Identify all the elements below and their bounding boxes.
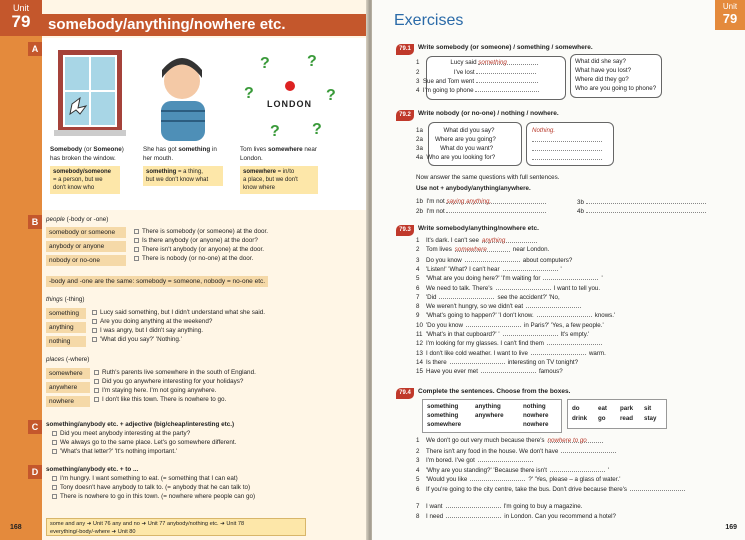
ex2-now-instruction: Now answer the same questions with full sentences. xyxy=(416,174,560,181)
section-label-b: B xyxy=(0,213,42,237)
example-c-2: We always go to the same place. Let's go somewhere different. xyxy=(52,439,236,447)
exercise-line: 1 We don't go out very much because there's nowhere to go xyxy=(416,437,606,445)
crossref-line-1[interactable]: some and any ➜ Unit 76 any and no ➜ Unit 77 anybody/nothing etc. ➜ Unit 78 xyxy=(50,521,245,527)
exercise-badge-79-2: 79.2 xyxy=(396,110,414,121)
example-places-2: Did you go anywhere interesting for your holidays? xyxy=(94,378,243,386)
caption-somewhere-2: London. xyxy=(240,155,263,162)
section-c xyxy=(42,418,368,462)
example-things-3: I was angry, but I didn't say anything. xyxy=(92,327,203,335)
heading-people: people (-body or -one) xyxy=(46,216,109,223)
example-people-4: There is nobody (or no-one) at the door. xyxy=(134,255,253,263)
answer-blank[interactable] xyxy=(470,475,525,481)
answer-blank[interactable] xyxy=(526,302,581,308)
heading-c: something/anybody etc. + adjective (big/cheap/interesting etc.) xyxy=(46,421,235,428)
exercise-line: 9 'What's going to happen?' 'I don't know. knows.' xyxy=(416,312,616,320)
exercises-title: Exercises xyxy=(394,12,464,29)
box-somebody: somebody/someone = a person, but we don't know who xyxy=(50,166,120,194)
same-note: -body and -one are the same: somebody = someone, nobody = no-one etc. xyxy=(46,276,268,287)
caption-something-2: her mouth. xyxy=(143,155,174,162)
exercise-line: 2 There isn't any food in the house. We don't have xyxy=(416,447,619,456)
example-people-2: Is there anybody (or anyone) at the door? xyxy=(134,237,258,245)
tag-anywhere: anywhere xyxy=(46,382,90,393)
answer-blank[interactable] xyxy=(537,311,592,317)
answer-blank[interactable]: anything xyxy=(482,237,537,243)
answer-blank[interactable] xyxy=(439,293,494,299)
exercise-line: 3 I'm bored. I've got xyxy=(416,456,536,465)
ex1-q-2: What have you lost? xyxy=(575,67,632,74)
exercise-79-1-heading: Write somebody (or someone) / something / somewhere. xyxy=(418,44,593,51)
london-question-illustration xyxy=(242,48,342,143)
ex2-b-3: 3b xyxy=(577,198,706,207)
svg-text:?: ? xyxy=(270,123,280,140)
exercise-79-2-heading: Write nobody (or no-one) / nothing / nowhere. xyxy=(418,110,559,117)
cross-references xyxy=(46,518,306,536)
example-d-3: There is nowhere to go in this town. (= nowhere where people can go) xyxy=(52,493,255,501)
answer-blank[interactable] xyxy=(446,502,501,508)
unit-box xyxy=(0,0,42,36)
section-label-a: A xyxy=(0,40,42,64)
example-things-1: Lucy said something, but I didn't understand what she said. xyxy=(92,309,265,317)
unit-number: 79 xyxy=(11,12,31,31)
answer-blank[interactable] xyxy=(503,330,558,336)
exercise-line: 4 'Why are you standing?' 'Because there isn't ' xyxy=(416,466,610,474)
example-c-1: Did you meet anybody interesting at the party? xyxy=(52,430,190,438)
heading-d: something/anybody etc. + to ... xyxy=(46,466,139,473)
section-d xyxy=(42,463,368,513)
answer-blank[interactable] xyxy=(561,447,616,453)
page-number-right: 169 xyxy=(725,524,737,531)
answer-blank[interactable] xyxy=(465,256,520,262)
exercise-line: 6 We need to talk. There's I want to tell you. xyxy=(416,284,601,292)
example-places-3: I'm staying here. I'm not going anywhere. xyxy=(94,387,216,395)
tag-nowhere: nowhere xyxy=(46,396,90,407)
exercise-line: 10 'Do you know in Paris?' 'Yes, a few people.' xyxy=(416,321,604,329)
svg-text:?: ? xyxy=(307,53,317,70)
answer-blank[interactable] xyxy=(547,339,602,345)
caption-somebody: Somebody (or Someone) xyxy=(50,146,124,153)
ex2-use-instruction: Use not + anybody/anything/anywhere. xyxy=(416,185,531,192)
london-sign: LONDON xyxy=(267,99,312,109)
ex2-q-2: 2a Where are you going? xyxy=(416,136,496,143)
left-page xyxy=(0,0,368,540)
ex2-b-4: 4b xyxy=(577,207,706,216)
ex1-q-1: What did she say? xyxy=(575,58,626,65)
right-page xyxy=(372,0,745,540)
ex1-q-3: Where did they go? xyxy=(575,76,629,83)
section-b xyxy=(42,212,368,416)
ex2-answer-3[interactable] xyxy=(532,145,602,151)
exercise-line: 11 'What's in that cupboard?' ' It's empty.' xyxy=(416,331,590,338)
answer-blank[interactable] xyxy=(550,466,605,472)
ex1-q-4: Who are you going to phone? xyxy=(575,85,657,92)
exercise-line: 8 I need in London. Can you recommend a hotel? xyxy=(416,512,616,520)
ex2-q-1: 1a What did you say? xyxy=(416,127,495,134)
example-d-1: I'm hungry. I want something to eat. (= something that I can eat) xyxy=(52,475,238,483)
section-label-c: C xyxy=(0,418,42,442)
exercise-line: 3 Do you know about computers? xyxy=(416,256,573,264)
svg-text:?: ? xyxy=(312,121,322,138)
answer-blank[interactable] xyxy=(630,485,685,491)
ex1-line-2: 2 I've lost xyxy=(416,68,536,77)
ex2-b-2: 2b I'm not xyxy=(416,207,546,216)
svg-text:?: ? xyxy=(244,85,254,102)
girl-illustration xyxy=(147,46,222,146)
unit-label: Unit xyxy=(12,3,29,13)
svg-text:?: ? xyxy=(326,87,336,104)
exercise-line: 5 'What are you doing here?' 'I'm waiting for ' xyxy=(416,275,603,283)
exercise-line: 7 I want I'm going to buy a magazine. xyxy=(416,503,583,510)
box-somewhere: somewhere = in/to a place, but we don't know where xyxy=(240,166,318,194)
answer-blank[interactable] xyxy=(531,349,586,355)
ex2-answer-4[interactable] xyxy=(532,154,602,160)
section-label-d: D xyxy=(0,463,42,487)
page-number-left: 168 xyxy=(10,524,22,531)
broken-window-illustration xyxy=(50,46,130,146)
exercise-badge-79-3: 79.3 xyxy=(396,225,414,236)
example-things-2: Are you doing anything at the weekend? xyxy=(92,318,212,326)
svg-text:?: ? xyxy=(260,55,270,72)
exercise-line: 1 It's dark. I can't see anything xyxy=(416,237,540,245)
exercise-line: 14 Is there interesting on TV tonight? xyxy=(416,358,579,366)
crossref-line-2[interactable]: everything/-body/-where ➜ Unit 80 xyxy=(50,529,136,535)
exercise-79-4-heading: Complete the sentences. Choose from the boxes. xyxy=(418,388,571,395)
answer-blank[interactable] xyxy=(543,274,598,280)
answer-blank[interactable] xyxy=(503,265,558,271)
answer-blank[interactable] xyxy=(478,456,533,462)
exercise-badge-79-4: 79.4 xyxy=(396,388,414,399)
ex1-line-4: 4 I'm going to phone xyxy=(416,86,539,95)
tag-somewhere: somewhere xyxy=(46,368,90,379)
exercise-line: 5 'Would you like ?' 'Yes, please – a glass of water.' xyxy=(416,476,621,483)
heading-things: things (-thing) xyxy=(46,296,85,303)
heading-places: places (-where) xyxy=(46,356,90,363)
exercise-line: 8 We weren't hungry, so we didn't eat xyxy=(416,302,584,311)
example-places-1: Ruth's parents live somewhere in the south of England. xyxy=(94,369,256,377)
example-places-4: I don't like this town. There is nowhere to go. xyxy=(94,396,226,404)
ex2-b-1: 1b I'm not saying anything. xyxy=(416,198,546,206)
word-box-1: something something somewhere anything anywhere nothing nowhere nowhere xyxy=(422,399,562,433)
example-things-4: 'What did you say?' 'Nothing.' xyxy=(92,336,182,344)
caption-somewhere: Tom lives somewhere near xyxy=(240,146,318,153)
example-d-2: Tony doesn't have anybody to talk to. (= anybody that he can talk to) xyxy=(52,484,250,492)
tag-somebody: somebody or someone xyxy=(46,227,126,238)
exercise-line: 13 I don't like cold weather. I want to live warm. xyxy=(416,349,606,357)
ex1-line-3: 3 Sue and Tom went xyxy=(416,77,538,86)
example-people-3: There isn't anybody (or anyone) at the door. xyxy=(134,246,264,254)
exercise-badge-79-1: 79.1 xyxy=(396,44,414,55)
exercise-line: 15 Have you ever met famous? xyxy=(416,368,563,376)
box-something: something = a thing, but we don't know what xyxy=(143,166,223,186)
ex2-q-3: 3a What do you want? xyxy=(416,145,494,152)
tag-anything: anything xyxy=(46,322,86,333)
page-title: somebody/anything/nowhere etc. xyxy=(42,14,368,36)
answer-blank[interactable] xyxy=(496,284,551,290)
ex2-q-4: 4a Who are you looking for? xyxy=(416,154,496,161)
example-people-1: There is somebody (or someone) at the door. xyxy=(134,228,268,236)
example-c-3: 'What's that letter?' 'It's nothing important.' xyxy=(52,448,177,456)
tag-nothing: nothing xyxy=(46,336,86,347)
answer-blank[interactable]: somewhere xyxy=(455,246,510,252)
answer-blank[interactable] xyxy=(446,512,501,518)
answer-blank[interactable] xyxy=(450,358,505,364)
ex2-answer-1[interactable]: Nothing. xyxy=(532,127,556,134)
unit-tab-right: Unit 79 xyxy=(715,0,745,30)
exercise-line: 2 Tom lives somewhere near London. xyxy=(416,246,550,254)
answer-blank[interactable]: nowhere to go xyxy=(548,437,603,443)
ex1-line-1: 1 Lucy said something xyxy=(416,59,538,67)
exercise-line: 12 I'm looking for my glasses. I can't find them xyxy=(416,339,605,348)
tag-anybody: anybody or anyone xyxy=(46,241,126,252)
section-a xyxy=(42,38,368,210)
word-box-2: do eat park sit drink go read stay xyxy=(567,399,667,429)
answer-blank[interactable] xyxy=(481,367,536,373)
exercise-line: 4 'Listen!' 'What? I can't hear ' xyxy=(416,265,562,273)
exercise-line: 7 'Did see the accident?' 'No, xyxy=(416,293,560,301)
caption-something: She has got something in xyxy=(143,146,217,153)
ex2-answer-2[interactable] xyxy=(532,136,602,142)
exercise-79-3-heading: Write somebody/anything/nowhere etc. xyxy=(418,225,539,232)
exercise-line: 6 If you're going to the city centre, take the bus. Don't drive because there's xyxy=(416,485,688,494)
tag-something: something xyxy=(46,308,86,319)
tag-nobody: nobody or no-one xyxy=(46,255,126,266)
caption-somebody-2: has broken the window. xyxy=(50,155,116,162)
answer-blank[interactable] xyxy=(466,321,521,327)
